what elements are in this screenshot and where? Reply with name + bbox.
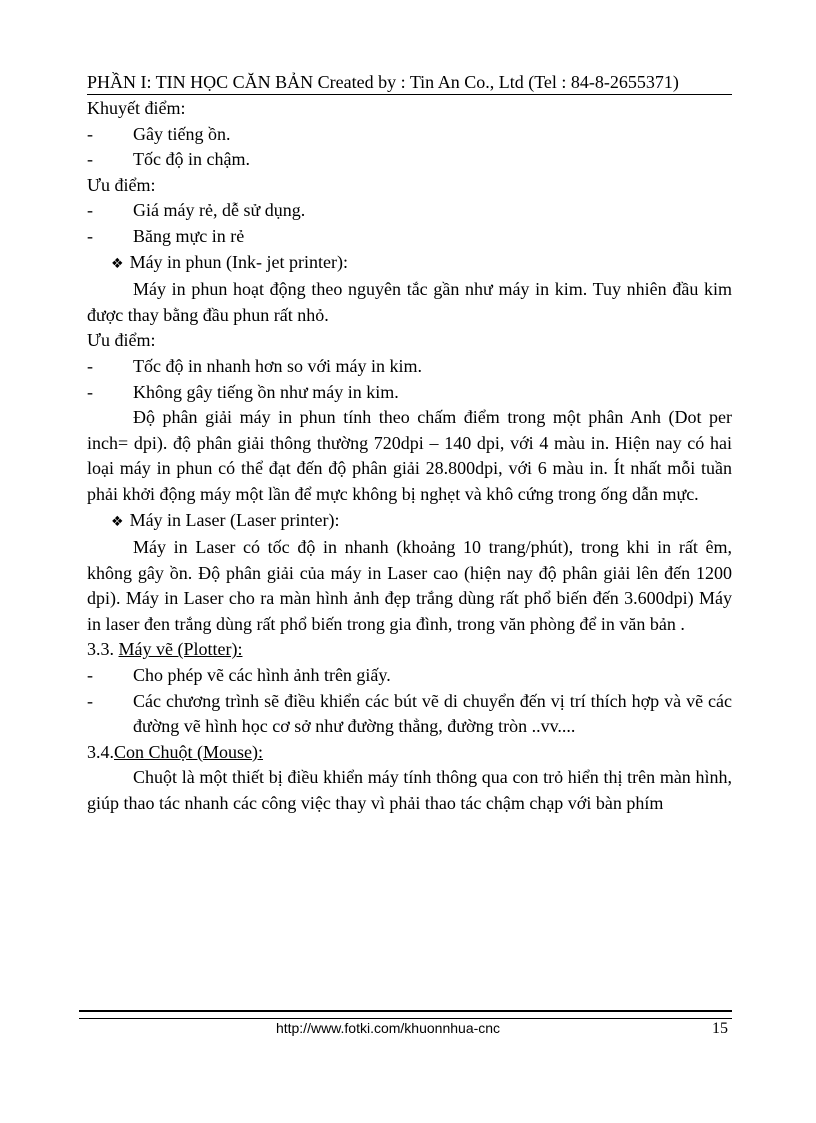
dash-marker: - [87,225,93,246]
paragraph: Chuột là một thiết bị điều khiển máy tính thông qua con trỏ hiển thị trên màn hình, giúp thao tác nhanh các công việc thay vì phải thao tác chậm chạp với bàn phím [87,767,732,814]
diamond-bullet-icon: ❖ [111,255,124,272]
dash-marker: - [87,200,93,221]
dash-marker: - [87,123,93,144]
bullet-heading-text: Máy in Laser (Laser printer): [129,509,340,530]
list-item-text: Giá máy rẻ, dễ sử dụng. [133,200,306,221]
section-label-advantages: Ưu điểm: [87,330,156,351]
list-item [87,663,732,689]
list-item [87,122,732,148]
bullet-heading-inkjet [87,250,732,278]
paragraph: Máy in Laser có tốc độ in nhanh (khoảng 10 trang/phút), trong khi in rất êm, không gây ồn. Độ phân giải của máy in Laser cao (hiện nay độ phân giải lên đến 1200 dpi). Máy in Laser cho ra màn hình ảnh đẹp trắng dùng rất phổ biến đến 3.600dpi) Máy in laser đen trắng dùng rất phổ biến trong gia đình, trong văn phòng để in văn bản . [87,537,732,634]
dash-marker: - [87,149,93,170]
section-label-advantages: Ưu điểm: [87,174,156,195]
section-label-disadvantages: Khuyết điểm: [87,98,186,118]
section-heading-plotter [87,637,732,663]
list-item [87,147,732,173]
list-item [87,689,732,740]
list-item-text: Không gây tiếng ồn như máy in kim. [133,381,399,402]
list-item-text: Các chương trình sẽ điều khiển các bút vẽ di chuyển đến vị trí thích hợp và vẽ các đường vẽ hình học cơ sở như đường thẳng, đường tròn ..vv.... [133,690,732,737]
list-item [87,198,732,224]
footer-divider [79,1010,732,1019]
list-item-text: Tốc độ in nhanh hơn so với máy in kim. [133,355,423,376]
list-item-text: Gây tiếng ồn. [133,123,231,144]
section-number: 3.4. [87,741,114,762]
paragraph: Máy in phun hoạt động theo nguyên tắc gần như máy in kim. Tuy nhiên đầu kim được thay bằng đầu phun rất nhỏ. [87,279,732,325]
dash-marker: - [87,355,93,376]
list-item-text: Băng mực in rẻ [133,225,245,246]
list-item-text: Cho phép vẽ các hình ảnh trên giấy. [133,665,391,686]
document-body [87,96,732,817]
list-item [87,380,732,406]
dash-marker: - [87,665,93,686]
page-header: PHẦN I: TIN HỌC CĂN BẢN Created by : Tin An Co., Ltd (Tel : 84-8-2655371) [87,70,732,95]
list-item [87,224,732,250]
section-title: Con Chuột (Mouse): [114,741,264,762]
page-number: 15 [712,1020,728,1037]
dash-marker: - [87,381,93,402]
bullet-heading-laser [87,508,732,536]
section-title: Máy vẽ (Plotter): [118,639,243,660]
bullet-heading-text: Máy in phun (Ink- jet printer): [129,251,349,272]
footer-url: http://www.fotki.com/khuonnhua-cnc [275,1020,501,1036]
section-heading-mouse [87,740,732,766]
section-number: 3.3. [87,639,119,660]
dash-marker: - [87,690,93,711]
diamond-bullet-icon: ❖ [111,513,124,530]
list-item [87,354,732,380]
paragraph: Độ phân giải máy in phun tính theo chấm điểm trong một phân Anh (Dot per inch= dpi). độ phân giải thông thường 720dpi – 140 dpi, với 4 màu in. Hiện nay có hai loại máy in phun có thể đạt đến độ phân giải 28.800dpi, với 6 màu in. Ít nhất mỗi tuần phải khởi động máy một lần để mực không bị nghẹt và khô cứng trong ống dẫn mực. [87,407,732,504]
list-item-text: Tốc độ in chậm. [133,149,250,170]
